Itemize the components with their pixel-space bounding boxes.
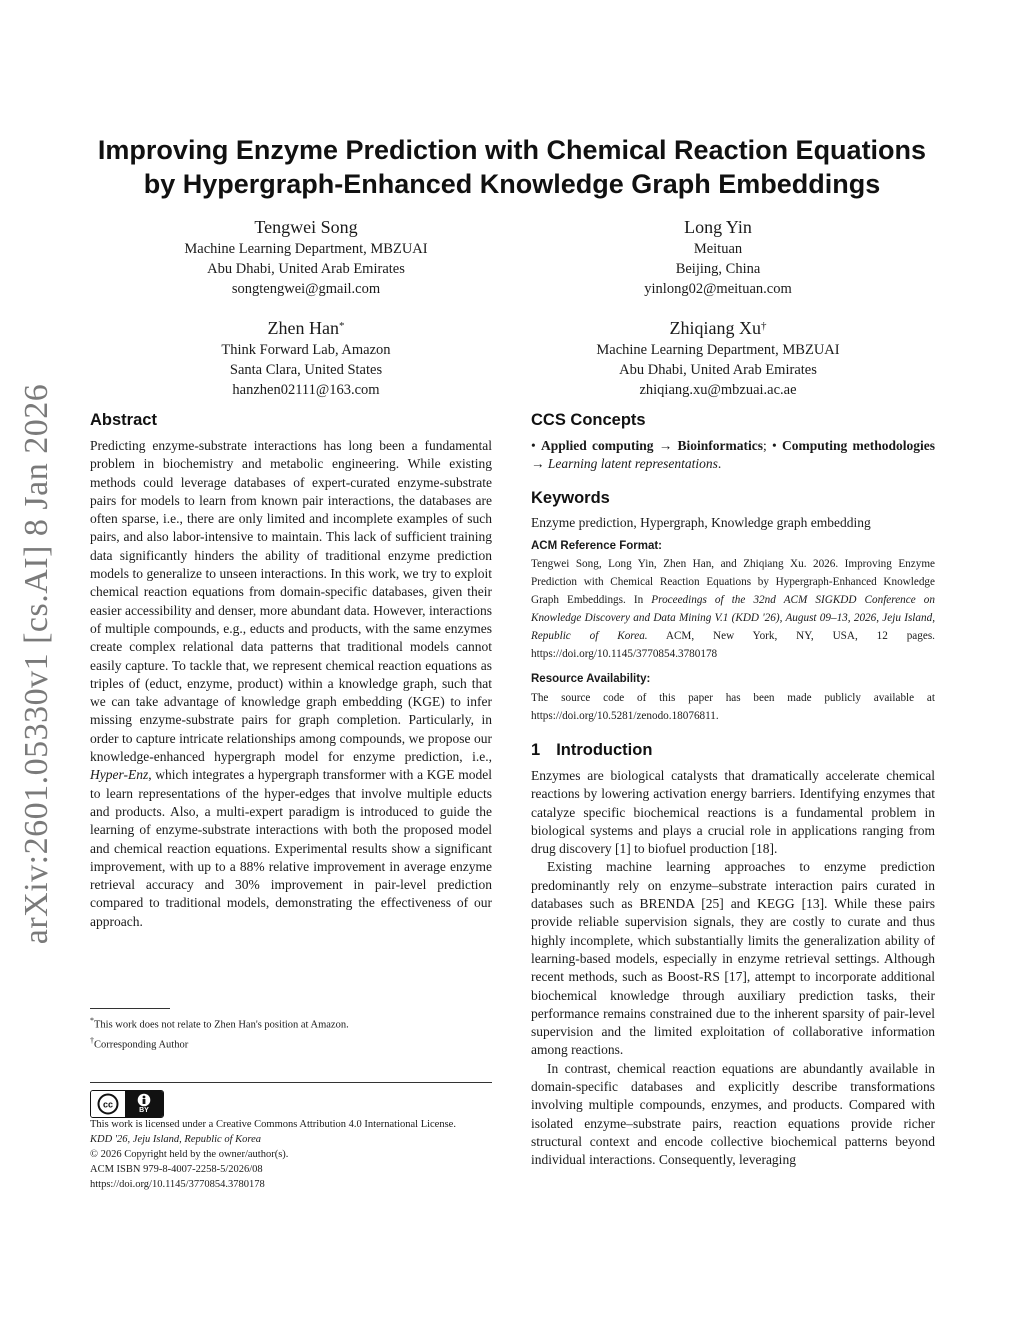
license-line-1: This work is licensed under a Creative Commons Attribution 4.0 International License. bbox=[90, 1119, 456, 1130]
introduction-body bbox=[531, 767, 935, 1170]
author-email[interactable]: songtengwei@gmail.com bbox=[231, 281, 381, 297]
arxiv-id: arXiv:2601.05330v1 [cs.AI] 8 Jan 2026 bbox=[18, 383, 55, 945]
author-block-2 bbox=[552, 215, 884, 299]
footnote-1-text: This work does not relate to Zhen Han's position at Amazon. bbox=[94, 1019, 349, 1031]
license-copyright: © 2026 Copyright held by the owner/author(s). bbox=[90, 1149, 289, 1160]
author-affiliation: Machine Learning Department, MBZUAI bbox=[596, 342, 840, 358]
author-name: Zhen Han bbox=[267, 318, 339, 338]
license-text bbox=[90, 1117, 510, 1192]
author-name: Tengwei Song bbox=[254, 217, 358, 237]
footnote-1 bbox=[90, 1013, 492, 1033]
ccs-body bbox=[531, 437, 935, 474]
introduction-heading bbox=[531, 741, 652, 760]
title-line-2: by Hypergraph-Enhanced Knowledge Graph Embeddings bbox=[143, 169, 881, 199]
author-block-3 bbox=[140, 316, 472, 400]
resource-text: The source code of this paper has been made publicly available at https://doi.org/10.5281/zenodo.18076811. bbox=[531, 692, 935, 722]
ccs-concept-2b: Learning latent representations bbox=[547, 456, 718, 472]
acm-ref-tail: ACM, New York, NY, USA, 12 pages. https://doi.org/10.1145/3770854.3780178 bbox=[531, 630, 935, 660]
author-affiliation: Meituan bbox=[693, 241, 743, 257]
license-divider bbox=[90, 1082, 492, 1083]
abstract-text-2: , which integrates a hypergraph transformer with a KGE model to learn representations of the hyper-edges that involve multiple educts and products. Also, a multi-expert paradigm is introduced to guide the learning of enzyme-substrate interactions with both the proposed model and chemical reaction equations. Experimental results show a significant improvement, with up to a 88% relative improvement in average enzyme retrieval accuracy and 30% improvement in pair-level prediction compared to traditional models, demonstrating the effectiveness of our approach. bbox=[90, 767, 492, 929]
section-number: 1 bbox=[531, 741, 541, 759]
footnote-divider bbox=[90, 1008, 170, 1009]
ccs-separator: ; • bbox=[763, 438, 782, 453]
author-name-row bbox=[140, 316, 472, 340]
author-block-1 bbox=[140, 215, 472, 299]
intro-paragraph-3: In contrast, chemical reaction equations are abundantly available in domain-specific databases and explicitly describe transformations involving multiple compounds, enzymes, and products. Compared with isolated enzyme–substrate pairs, reaction equations provide richer structural context and encode collective biochemical patterns beyond individual interactions. Consequently, leveraging bbox=[531, 1060, 935, 1168]
ccs-end: . bbox=[717, 456, 722, 472]
abstract-body bbox=[90, 437, 492, 931]
acm-ref-venue: Proceedings of the 32nd ACM SIGKDD Conference on Knowledge Discovery and Data Mining V.1 (KDD '26), August 09–13, 2026, Jeju Island, Republic of Korea. bbox=[531, 594, 935, 642]
svg-text:cc: cc bbox=[102, 1099, 114, 1110]
author-affiliation: Machine Learning Department, MBZUAI bbox=[184, 241, 428, 257]
author-footnote-mark: * bbox=[338, 320, 345, 332]
author-block-4 bbox=[552, 316, 884, 400]
footnote-2-text: Corresponding Author bbox=[94, 1039, 189, 1050]
cc-by-label: BY bbox=[139, 1107, 149, 1114]
author-name: Zhiqiang Xu bbox=[669, 318, 761, 338]
keywords-heading: Keywords bbox=[531, 489, 610, 507]
license-doi[interactable]: https://doi.org/10.1145/3770854.3780178 bbox=[90, 1179, 265, 1190]
resource-heading: Resource Availability: bbox=[531, 673, 651, 685]
ccs-concept-1b: Bioinformatics bbox=[677, 438, 764, 453]
by-icon bbox=[125, 1091, 163, 1117]
author-email[interactable]: hanzhen02111@163.com bbox=[232, 382, 380, 398]
abstract-text-1: Predicting enzyme-substrate interactions has long been a fundamental problem in biochemistry and metabolic engineering. While existing methods could leverage databases of expert-curated enzyme-substrate pairs for models to learn from known pair interactions, the databases are often sparse, i.e., there are only limited and incomplete examples of such pairs, and also labor-intensive to maintain. This lack of sufficient training data significantly hinders the ability of traditional enzyme prediction models to generalize to unseen interactions. In this work, we try to exploit chemical reaction equations from domain-specific databases, given their easier accessibility and denser, more abundant data. However, interactions of multiple compounds, e.g., educts and products, with the same enzymes create complex relational data patterns that traditional models cannot easily capture. To tackle that, we represent chemical reaction equations as triples of (educt, enzyme, product) within a knowledge graph, such that we can take advantage of knowledge graph embedding (KGE) to infer missing enzyme-substrate pairs for graph completion. Particularly, in order to capture intricate relationships among compounds, we propose our knowledge-enhanced hypergraph model for enzyme prediction, i.e., bbox=[90, 438, 492, 765]
ccs-concept-1: Applied computing bbox=[540, 438, 654, 453]
ccs-concept-2: Computing methodologies bbox=[782, 438, 936, 453]
license-isbn: ACM ISBN 979-8-4007-2258-5/2026/08 bbox=[90, 1164, 263, 1175]
ccs-arrow: → bbox=[531, 456, 548, 472]
ccs-heading: CCS Concepts bbox=[531, 411, 646, 429]
author-email[interactable]: zhiqiang.xu@mbzuai.ac.ae bbox=[639, 382, 797, 398]
author-email[interactable]: yinlong02@meituan.com bbox=[644, 281, 792, 297]
license-venue: KDD '26, Jeju Island, Republic of Korea bbox=[90, 1134, 261, 1145]
keywords-text: Enzyme prediction, Hypergraph, Knowledge graph embedding bbox=[531, 515, 871, 530]
footnote-2 bbox=[90, 1033, 492, 1053]
author-name: Long Yin bbox=[684, 217, 752, 237]
title-line-1: Improving Enzyme Prediction with Chemical Reaction Equations bbox=[97, 135, 927, 165]
author-affiliation: Think Forward Lab, Amazon bbox=[221, 342, 391, 358]
model-name: Hyper-Enz bbox=[90, 767, 149, 783]
author-footnote-mark: † bbox=[761, 320, 767, 332]
arxiv-stamp bbox=[8, 384, 66, 944]
intro-paragraph-1: Enzymes are biological catalysts that dramatically accelerate chemical reactions by lowering activation energy barriers. Identifying enzymes that catalyze specific biochemical reactions is a fundamental problem in biological systems and plays a crucial role in applications ranging from drug discovery [1] to biofuel production [18]. bbox=[531, 768, 935, 857]
acm-ref-heading: ACM Reference Format: bbox=[531, 540, 662, 552]
cc-by-badge[interactable] bbox=[90, 1090, 164, 1118]
ccs-bullet: • bbox=[531, 438, 541, 453]
author-location: Santa Clara, United States bbox=[229, 362, 383, 378]
ccs-arrow: → bbox=[653, 438, 678, 453]
author-location: Abu Dhabi, United Arab Emirates bbox=[207, 261, 405, 277]
footnotes bbox=[90, 1013, 492, 1052]
intro-paragraph-2: Existing machine learning approaches to enzyme prediction predominantly rely on enzyme–substrate interaction pairs curated in databases such as BRENDA [25] and KEGG [13]. While these pairs provide reliable supervision signals, they are costly to curate and thus highly incomplete, which substantially limits the generalization ability of learning-based models, especially in enzyme retrieval settings. Although recent methods, such as Boost-RS [17], attempt to incorporate additional biochemical knowledge through auxiliary prediction tasks, their performance remains constrained due to the inherent sparsity of pair-level supervision and the limited exploitation of collaborative information among reactions. bbox=[531, 859, 935, 1058]
footnote-2-mark: † bbox=[90, 1035, 94, 1045]
cc-icon bbox=[91, 1091, 125, 1117]
acm-ref-body bbox=[531, 555, 935, 663]
acm-ref-text: Tengwei Song, Long Yin, Zhen Han, and Zhiqiang Xu. 2026. Improving Enzyme Prediction with Chemical Reaction Equations by Hypergraph-Enhanced Knowledge Graph Embeddings. In bbox=[531, 558, 935, 606]
author-location: Abu Dhabi, United Arab Emirates bbox=[619, 362, 817, 378]
abstract-heading: Abstract bbox=[90, 411, 157, 429]
author-location: Beijing, China bbox=[675, 261, 761, 277]
footnote-1-mark: * bbox=[90, 1016, 94, 1025]
author-name-row bbox=[552, 316, 884, 340]
paper-title bbox=[80, 133, 944, 201]
section-title: Introduction bbox=[556, 741, 653, 759]
